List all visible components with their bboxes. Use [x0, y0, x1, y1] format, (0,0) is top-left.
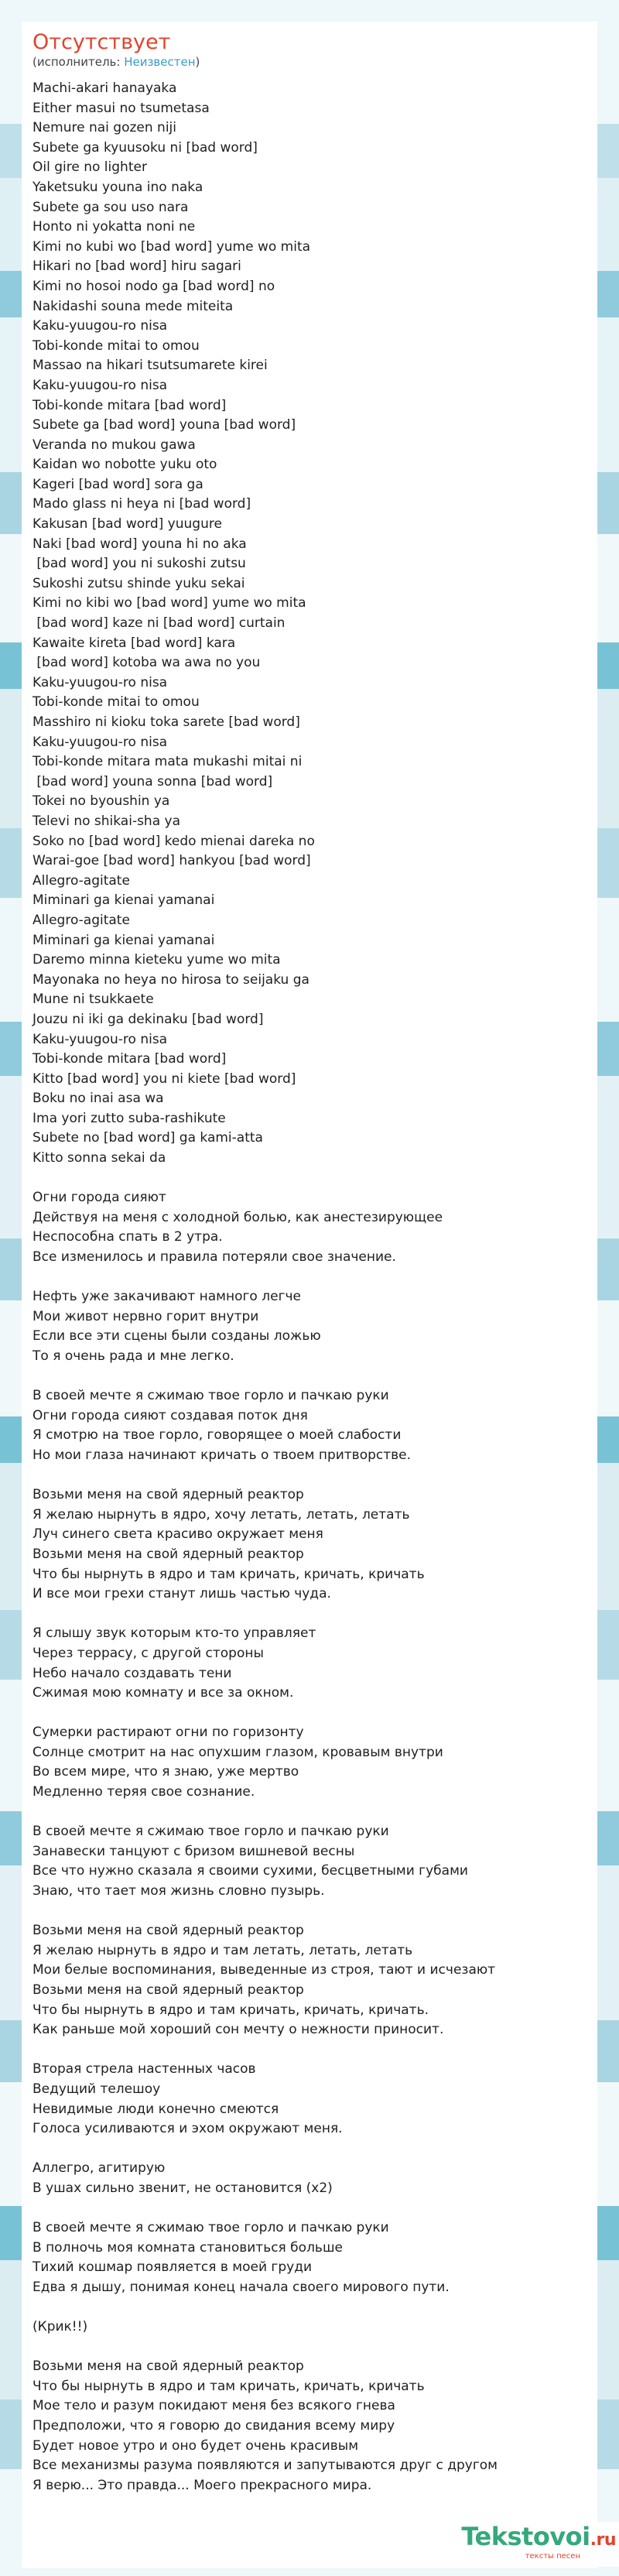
lyric-line: Tobi-konde mitai to omou [32, 694, 200, 711]
lyric-line: Я слышу звук которым кто-то управляет [32, 1625, 316, 1642]
lyric-line: В своей мечте я сжимаю твое горло и пачкаю руки [32, 2220, 389, 2236]
lyric-line: Masshiro ni kioku toka sarete [bad word] [32, 714, 300, 730]
lyric-line: Едва я дышу, понимая конец начала своего мирового пути. [32, 2279, 450, 2295]
lyric-line [32, 1902, 590, 1922]
lyric-line: [bad word] kaze ni [bad word] curtain [32, 615, 286, 632]
lyric-line: Голоса усиливаются и эхом окружают меня. [32, 2121, 343, 2137]
lyric-line: Мои белые воспоминания, выведенные из строя, тают и исчезают [32, 1962, 496, 1978]
lyric-line: И все мои грехи станут лишь частью чуда. [32, 1586, 331, 1602]
lyric-line: Hikari no [bad word] hiru sagari [32, 259, 241, 275]
lyric-line: Я желаю нырнуть в ядро, хочу летать, летать, летать [32, 1506, 410, 1523]
lyric-line: Boku no inai asa wa [32, 1091, 164, 1107]
lyric-line: Tobi-konde mitara [bad word] [32, 397, 227, 413]
lyric-line: Miminari ga kienai yamanai [32, 892, 215, 909]
lyric-line [32, 1169, 590, 1189]
lyric-line: Mayonaka no heya no hirosa to seijaku ga [32, 971, 310, 988]
lyric-line: Все механизмы разума появляются и запутываются друг с другом [32, 2458, 498, 2474]
lyric-line: Tobi-konde mitara mata mukashi mitai ni [32, 754, 303, 770]
lyric-line: Возьми меня на свой ядерный реактор [32, 1982, 304, 1998]
lyric-line: Солнце смотрит на нас опухшим глазом, кровавым внутри [32, 1744, 443, 1760]
lyric-line: Огни города сияют создавая поток дня [32, 1407, 308, 1423]
site-logo[interactable] [441, 2522, 619, 2567]
lyric-line [32, 1605, 590, 1625]
lyric-line: То я очень рада и мне легко. [32, 1348, 234, 1364]
lyric-line: Mune ni tsukkaete [32, 992, 154, 1008]
lyric-line: Tobi-konde mitai to omou [32, 337, 200, 354]
lyric-line: Kaku-yuugou-ro nisa [32, 674, 168, 690]
lyric-line: [bad word] kotoba wa awa no you [32, 655, 261, 671]
lyric-line: Мое тело и разум покидают меня без всякого гнева [32, 2398, 395, 2414]
lyric-line: Kakusan [bad word] yuugure [32, 516, 222, 533]
lyric-line: Subete no [bad word] ga kami-atta [32, 1130, 263, 1146]
lyric-line: Мои живот нервно горит внутри [32, 1308, 259, 1324]
lyric-line: Тихий кошмар появляется в моей груди [32, 2259, 312, 2276]
lyric-line: Занавески танцуют с бризом вишневой весны [32, 1843, 355, 1859]
lyric-line [32, 1268, 590, 1288]
song-subtitle [32, 55, 200, 69]
lyric-line: Ima yori zutto suba-rashikute [32, 1110, 226, 1126]
subtitle-suffix: ) [195, 55, 200, 69]
lyric-line: Kaku-yuugou-ro nisa [32, 1031, 168, 1047]
lyric-line [32, 1466, 590, 1486]
lyric-line: Kaidan wo nobotte yuku oto [32, 457, 217, 473]
lyric-line: Jouzu ni iki ga dekinaku [bad word] [32, 1011, 264, 1027]
lyric-line: Что бы нырнуть в ядро и там кричать, кричать, кричать [32, 2378, 425, 2394]
lyric-line: Nakidashi souna mede miteita [32, 298, 234, 314]
lyric-line: Sukoshi zutsu shinde yuku sekai [32, 575, 245, 591]
lyric-line: Kaku-yuugou-ro nisa [32, 734, 168, 750]
lyric-line [32, 2338, 590, 2358]
lyric-line: Naki [bad word] youna hi no aka [32, 536, 247, 552]
song-title: Отсутствует [32, 30, 171, 54]
lyric-line: Massao na hikari tsutsumarete kirei [32, 358, 268, 374]
lyric-line: Either masui no tsumetasa [32, 100, 210, 116]
song-header [32, 29, 200, 69]
lyric-line: Сумерки растирают огни по горизонту [32, 1725, 304, 1741]
logo-tagline: тексты песен [525, 2552, 580, 2561]
lyric-line [32, 2139, 590, 2160]
lyric-line: Возьми меня на свой ядерный реактор [32, 1923, 304, 1939]
lyric-line: Daremo minna kieteku yume wo mita [32, 952, 281, 968]
lyric-line: Невидимые люди конечно смеются [32, 2101, 279, 2117]
lyric-line: Через террасу, с другой стороны [32, 1645, 264, 1661]
lyric-line: Но мои глаза начинают кричать о твоем притворстве. [32, 1447, 412, 1463]
lyric-line: Tokei no byoushin ya [32, 793, 170, 810]
lyric-line: Kageri [bad word] sora ga [32, 476, 203, 492]
lyric-line [32, 2199, 590, 2219]
lyric-line: Я желаю нырнуть в ядро и там летать, летать, летать [32, 1942, 413, 1958]
lyric-line: Возьми меня на свой ядерный реактор [32, 2358, 304, 2375]
logo-domain: .ru [590, 2530, 616, 2550]
lyric-line: Вторая стрела настенных часов [32, 2061, 256, 2078]
lyric-line: Медленно теряя свое сознание. [32, 1784, 255, 1800]
lyric-line: Machi-akari hanayaka [32, 80, 177, 96]
lyric-line: Mado glass ni heya ni [bad word] [32, 496, 251, 512]
lyric-line: Огни города сияют [32, 1190, 166, 1206]
lyric-line: Subete ga kyuusoku ni [bad word] [32, 139, 258, 156]
lyric-line: Nemure nai gozen niji [32, 120, 177, 136]
lyric-line: Все изменилось и правила потеряли свое значение. [32, 1249, 396, 1266]
lyric-line: Небо начало создавать тени [32, 1665, 232, 1681]
lyric-line: Что бы нырнуть в ядро и там кричать, кричать, кричать [32, 1566, 425, 1582]
lyric-line: Луч синего света красиво окружает меня [32, 1526, 323, 1543]
lyric-line: Kimi no kibi wo [bad word] yume wo mita [32, 595, 306, 611]
lyric-line: Сжимая мою комнату и все за окном. [32, 1685, 294, 1701]
lyric-line: В ушах сильно звенит, не остановится (x2) [32, 2180, 333, 2196]
lyric-line: Все что нужно сказала я своими сухими, бесцветными губами [32, 1863, 468, 1879]
lyric-line: Как раньше мой хороший сон мечту о нежности приносит. [32, 2022, 444, 2038]
lyric-line: Знаю, что тает моя жизнь словно пузырь. [32, 1883, 325, 1899]
artist-link[interactable]: Неизвестен [124, 55, 196, 69]
lyric-line: Я смотрю на твое горло, говорящее о моей слабости [32, 1427, 402, 1444]
lyric-line: Kaku-yuugou-ro nisa [32, 318, 168, 334]
lyric-line: Kawaite kireta [bad word] kara [32, 635, 236, 651]
lyric-line: Что бы нырнуть в ядро и там кричать, кричать, кричать. [32, 2002, 429, 2018]
lyric-line: Ведущий телешоу [32, 2081, 161, 2097]
logo-wordmark [441, 2522, 619, 2555]
lyric-line: Неспособна спать в 2 утра. [32, 1229, 223, 1245]
lyric-line: (Крик!!) [32, 2319, 88, 2335]
lyric-line: Oil gire no lighter [32, 159, 147, 176]
lyric-line: Действуя на меня с холодной болью, как анестезирующее [32, 1209, 443, 1225]
lyric-line [32, 1367, 590, 1387]
lyric-line: Allegro-agitate [32, 912, 130, 928]
lyric-line: Возьми меня на свой ядерный реактор [32, 1546, 304, 1562]
lyric-line: Soko no [bad word] kedo mienai dareka no [32, 833, 315, 849]
lyric-line: Предположи, что я говорю до свидания всему миру [32, 2418, 395, 2434]
lyric-line: Kaku-yuugou-ro nisa [32, 377, 168, 393]
subtitle-prefix: (исполнитель: [32, 55, 125, 69]
lyric-line: [bad word] you ni sukoshi zutsu [32, 556, 246, 572]
lyric-line: Miminari ga kienai yamanai [32, 932, 215, 948]
lyric-line: Subete ga [bad word] youna [bad word] [32, 417, 296, 433]
lyric-line: Во всем мире, что я знаю, уже мертво [32, 1764, 299, 1780]
lyric-line: Tobi-konde mitara [bad word] [32, 1051, 227, 1067]
lyric-line: Warai-goe [bad word] hankyou [bad word] [32, 853, 311, 869]
lyric-line: Allegro-agitate [32, 872, 130, 889]
lyric-line: Veranda no mukou gawa [32, 437, 196, 453]
lyric-line: Kimi no kubi wo [bad word] yume wo mita [32, 238, 311, 255]
lyrics-card [22, 22, 597, 2568]
lyric-line: Yaketsuku youna ino naka [32, 179, 203, 195]
lyric-line: В полночь моя комната становиться больше [32, 2239, 343, 2256]
lyric-line [32, 1704, 590, 1724]
lyric-line: Аллегро, агитирую [32, 2160, 166, 2177]
lyric-line: Kimi no hosoi nodo ga [bad word] no [32, 278, 275, 294]
lyrics-text [32, 79, 590, 2496]
lyric-line: Если все эти сцены были созданы ложью [32, 1328, 321, 1345]
lyric-line: Subete ga sou uso nara [32, 199, 189, 215]
lyric-line: Kitto [bad word] you ni kiete [bad word] [32, 1070, 296, 1087]
lyric-line: [bad word] youna sonna [bad word] [32, 773, 273, 790]
lyric-line: Я верю... Это правда... Моего прекрасного мира. [32, 2477, 372, 2493]
lyric-line [32, 2040, 590, 2060]
lyric-line: В своей мечте я сжимаю твое горло и пачкаю руки [32, 1824, 389, 1840]
lyric-line [32, 1803, 590, 1823]
logo-brand: Tekstovoi [461, 2522, 590, 2551]
lyric-line: Honto ni yokatta noni ne [32, 219, 196, 235]
lyric-line: В своей мечте я сжимаю твое горло и пачкаю руки [32, 1388, 389, 1404]
lyric-line [32, 2298, 590, 2318]
lyric-line: Kitto sonna sekai da [32, 1150, 166, 1166]
lyric-line: Будет новое утро и оно будет очень красивым [32, 2437, 359, 2454]
lyric-line: Возьми меня на свой ядерный реактор [32, 1487, 304, 1503]
lyric-line: Televi no shikai-sha ya [32, 813, 181, 829]
lyric-line: Нефть уже закачивают намного легче [32, 1289, 301, 1305]
